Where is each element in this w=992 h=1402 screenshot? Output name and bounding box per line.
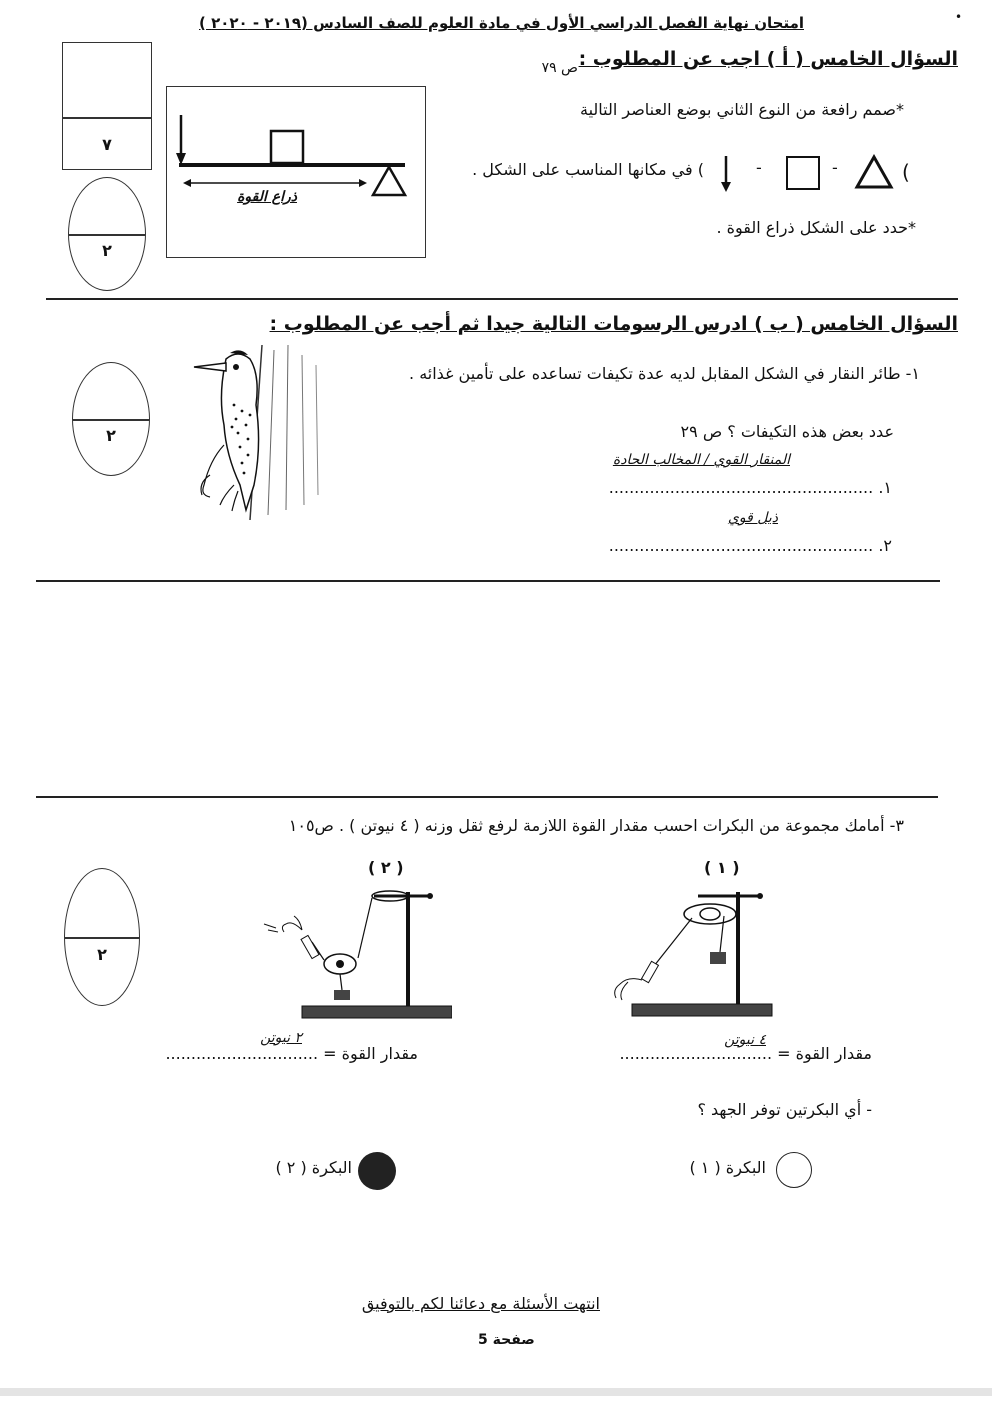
force-2-answer: ٢ نيوتن — [260, 1030, 302, 1046]
score-oval-value: ٢ — [97, 945, 107, 965]
header-bullet: • — [955, 10, 963, 24]
pulley-1-image — [598, 880, 778, 1020]
answer-2-dots: .................................................... — [608, 536, 874, 555]
force-1-line — [619, 1044, 872, 1063]
force-1-label: مقدار القوة = — [777, 1044, 872, 1063]
q5a-line2 — [430, 150, 920, 196]
choice-2-label: البكرة ( ٢ ) — [275, 1158, 352, 1177]
dash-2: - — [756, 158, 762, 177]
lever-diagram — [167, 87, 425, 257]
square-symbol-icon — [786, 156, 820, 190]
choice-1-radio[interactable] — [776, 1152, 812, 1188]
q3-which-question: - أي البكرتين توفر الجهد ؟ — [697, 1100, 872, 1119]
q5a-page-ref: ص ٧٩ — [541, 60, 578, 76]
score-oval — [64, 868, 140, 1006]
pulley-1-label: ( ١ ) — [704, 858, 740, 877]
answer-1-text: المنقار القوي / المخالب الحادة — [612, 452, 790, 468]
divider-2 — [36, 580, 940, 582]
q5a-line2-tail: ) في مكانها المناسب على الشكل . — [472, 160, 704, 179]
score-oval — [68, 177, 146, 291]
triangle-symbol-icon — [854, 154, 894, 190]
arm-arrow-left — [183, 179, 191, 187]
force-1-dots: .............................. — [619, 1044, 773, 1063]
q5b-heading: السؤال الخامس ( ب ) ادرس الرسومات التالية جيدا ثم أجب عن المطلوب : — [269, 313, 958, 335]
dash-1: - — [832, 158, 838, 177]
fulcrum-triangle — [373, 167, 405, 195]
score-box — [62, 42, 152, 170]
page-title: امتحان نهاية الفصل الدراسي الأول في مادة العلوم للصف السادس (٢٠١٩ - ٢٠٢٠ ) — [199, 14, 804, 32]
answer-1-number: ١. — [878, 478, 892, 497]
force-2-line — [165, 1044, 418, 1063]
arm-arrow-right — [359, 179, 367, 187]
score-oval — [72, 362, 150, 476]
q3-question: ٣- أمامك مجموعة من البكرات احسب مقدار القوة اللازمة لرفع ثقل وزنه ( ٤ نيوتن ) . ص١٠٥ — [288, 816, 904, 835]
closing-text: انتهت الأسئلة مع دعائنا لكم بالتوفيق — [361, 1294, 600, 1313]
load-square — [271, 131, 303, 163]
pulley-2-image — [262, 880, 452, 1020]
choice-2-radio[interactable] — [358, 1152, 396, 1190]
divider-3 — [36, 796, 938, 798]
q5a-line3: *حدد على الشكل ذراع القوة . — [716, 218, 916, 237]
q5a-heading: السؤال الخامس ( أ ) اجب عن المطلوب : — [578, 48, 958, 70]
q5a-line1: *صمم رافعة من النوع الثاني بوضع العناصر التالية — [579, 100, 904, 119]
force-1-answer: ٤ نيوتن — [724, 1032, 766, 1048]
score-oval-value: ٢ — [102, 240, 112, 260]
down-arrow-icon — [718, 154, 734, 194]
page-number: صفحة 5 — [478, 1332, 535, 1348]
answer-1-dots: .................................................... — [608, 478, 874, 497]
q5b-question-1: ١- طائر النقار في الشكل المقابل لديه عدة تكيفات تساعده على تأمين غذائه . — [409, 364, 920, 383]
bottom-strip — [0, 1388, 992, 1396]
divider-1 — [46, 298, 958, 300]
choice-1-label: البكرة ( ١ ) — [689, 1158, 766, 1177]
answer-1-line — [609, 478, 892, 497]
pulley-2-label: ( ٢ ) — [368, 858, 404, 877]
lever-figure — [166, 86, 426, 258]
score-oval-value: ٢ — [106, 425, 116, 445]
paren-open: ( — [902, 160, 910, 184]
answer-2-line — [609, 536, 892, 555]
effort-arm-label: ذراع القوة — [237, 189, 297, 205]
force-2-label: مقدار القوة = — [323, 1044, 418, 1063]
answer-2-number: ٢. — [878, 536, 892, 555]
woodpecker-image — [190, 345, 330, 520]
score-box-value: ٧ — [102, 135, 112, 154]
q5b-question-1-sub: عدد بعض هذه التكيفات ؟ ص ٢٩ — [680, 422, 894, 441]
force-2-dots: .............................. — [165, 1044, 319, 1063]
answer-2-text: ذيل قوي — [727, 510, 778, 526]
